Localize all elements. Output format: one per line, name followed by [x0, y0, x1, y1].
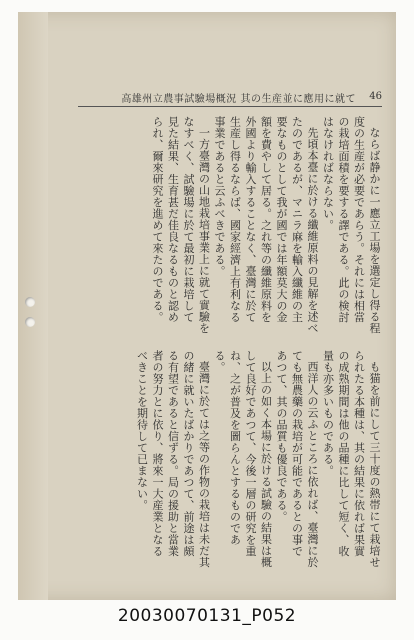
- paragraph: 臺灣に於ては之等の作物の栽培は未だ其の緒に就いたばかりであつて、前途は頗る有望であると信ずる。局の援助と當業者の努力とに依り、將來一大産業となるべきことを期待して已まない。: [135, 350, 211, 568]
- paragraph: 一方臺灣の山地栽培事業上に就て實驗をなすべく、試驗場に於て最初に栽培して見た結果、生育甚だ佳良なるものと認められ、爾來研究を進めて來たのである。: [151, 116, 211, 334]
- text-column-bottom: [78, 350, 382, 568]
- page-header: [78, 90, 382, 107]
- paragraph: 以上の如く本場に於ける試驗の結果は概して良好であつて、今後一層の研究を重ね、之が普及を圖らんとするものである。: [213, 350, 273, 568]
- binding-hole: [25, 317, 35, 327]
- paragraph: も猫を前にして三十度の熱帯にて栽培せられたる本種は、其の結果に依れば果實の成熟期間は他の品種に比して短く、收量も亦多いものである。: [321, 350, 381, 568]
- text-column-top: [78, 116, 382, 334]
- scanned-page: [18, 12, 396, 600]
- page-number: 46: [369, 91, 382, 102]
- running-head: 高雄州立農事試驗場概況 其の生産並に應用に就て: [121, 94, 356, 105]
- binding-hole: [25, 297, 35, 307]
- image-id-caption: 20030070131_P052: [117, 606, 297, 626]
- page-binding-edge: [18, 12, 48, 600]
- paragraph: 西洋人の云ふところに依れば、臺灣に於ても無農藥の栽培が可能であるとの事であつて、其の品質も優良である。: [275, 350, 319, 568]
- paragraph: 先頃本臺に於ける纖維原料の見解を述べたのであるが、マニラ麻を輸入纖維の主要なものとして我が國では年額莫大の金額を費やして居る。之れ等の纖維原料を外國より輸入することなく、臺灣に於て生産し得るならば、國家經濟上有利なる事業であると云ふべきである。: [213, 116, 319, 334]
- paragraph: ならば静かに一應立工場を選定し得る程度の生産が必要であらう。それには相當の栽培面積を要する譯である。此の検討はなければならない。: [321, 116, 381, 334]
